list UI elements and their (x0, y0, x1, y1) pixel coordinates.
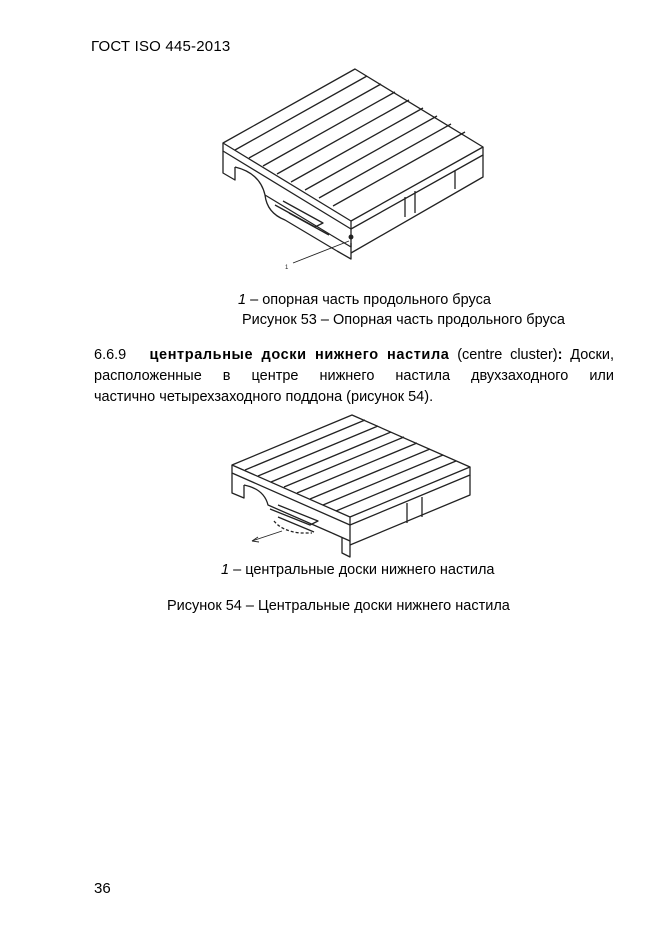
section-number: 6.6.9 (94, 347, 127, 363)
defined-term: центральные доски нижнего настила (149, 347, 450, 363)
figure-53-pallet-drawing (205, 55, 505, 280)
figure-53-caption: Рисунок 53 – Опорная часть продольного бруса (242, 312, 565, 328)
figure-53-legend (238, 292, 491, 308)
figure-54-legend (221, 562, 495, 578)
term-english: (centre cluster) (457, 347, 558, 363)
definition-start: Доски, (570, 347, 615, 363)
figure-53-callout-number: 1 (285, 265, 289, 271)
figure-53-legend-number: 1 (238, 292, 247, 308)
paragraph-line-1 (94, 345, 614, 366)
figure-53-legend-text: – опорная часть продольного бруса (246, 292, 491, 308)
paragraph-line-2: расположенные в центре нижнего настила двухзаходного или (94, 368, 614, 384)
figure-54-caption: Рисунок 54 – Центральные доски нижнего настила (167, 598, 510, 614)
figure-54-pallet-drawing (222, 405, 492, 560)
figure-54-legend-text: – центральные доски нижнего настила (229, 562, 495, 578)
document-header: ГОСТ ISO 445-2013 (91, 38, 231, 55)
paragraph-line-3: частично четырехзаходного поддона (рисунок 54). (94, 389, 434, 405)
section-6-6-9-paragraph (94, 345, 614, 408)
figure-54-legend-number: 1 (221, 562, 230, 578)
page-number: 36 (94, 880, 111, 897)
term-colon: : (557, 347, 563, 363)
